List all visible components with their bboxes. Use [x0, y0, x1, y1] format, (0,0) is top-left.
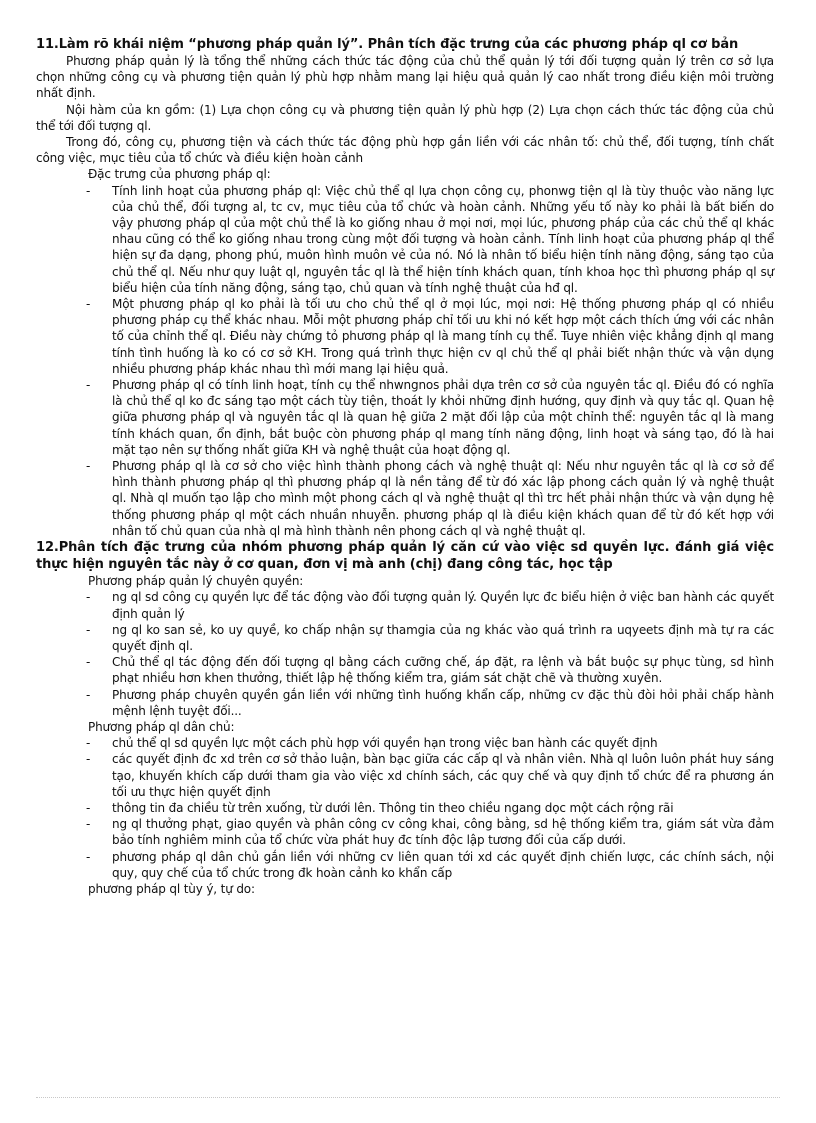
definition-paragraph: Phương pháp quản lý là tổng thể những cách thức tác động của chủ thể quản lý tới đối tượng quản lý trên cơ sở lựa chọn những công cụ và phương tiện quản lý phù hợp nhằm mang lại hiệu quả quản lý cao nhất trong điều kiện môi trường nhất định. — [36, 54, 774, 101]
features-list — [36, 183, 774, 539]
list-item: - Tính linh hoạt của phương pháp ql: Việc chủ thể ql lựa chọn công cụ, phonwg tiện ql là tùy thuộc vào năng lực của chủ thể, đối tượng al, tc cv, mục tiêu của tổ chức và hoàn cảnh. Những yếu tố này ko phải là bất biến do vậy phương pháp ql của một chủ thể là ko giống nhau ở mọi nơi, mọi lúc, phương pháp của các chủ thể ql khác nhau cũng có thể ko giống nhau trong cùng một đối tượng và hoàn cảnh. Tính linh hoạt của phương pháp ql thể hiện sự đa dạng, phong phú, muôn hình muôn vẻ của nó. Nó là nhân tố biểu hiện tính năng động, sáng tạo của chủ thể ql. Nếu như quy luật ql, nguyên tắc ql là thể hiện tính khách quan, tính khoa học thì phương pháp ql sự biểu hiện của tính năng động, sáng tạo, chủ quan và tính nghệ thuật của hđ ql. — [86, 183, 774, 295]
dash-bullet: - — [86, 817, 91, 832]
democratic-list — [36, 735, 774, 881]
document-body — [36, 36, 774, 897]
dash-bullet: - — [86, 687, 91, 702]
list-item: - ng ql sd công cụ quyền lực để tác động vào đối tượng quản lý. Quyền lực đc biểu hiện ở việc ban hành các quyết định quản lý — [86, 590, 774, 621]
list-item: - Phương pháp chuyên quyền gắn liền với những tình huống khẩn cấp, những cv đặc thù đòi hỏi phải chấp hành mệnh lệnh tuyệt đối... — [86, 687, 774, 718]
dash-bullet: - — [86, 459, 91, 474]
dash-bullet: - — [86, 736, 91, 751]
dash-bullet: - — [86, 849, 91, 864]
list-item: - thông tin đa chiều từ trên xuống, từ dưới lên. Thông tin theo chiều ngang dọc một cách rộng rãi — [86, 800, 674, 815]
dash-bullet: - — [86, 183, 91, 198]
section-12-heading: 12.Phân tích đặc trưng của nhóm phương pháp quản lý căn cứ vào việc sd quyền lực. đánh giá việc thực hiện nguyên tắc này ở cơ quan, đơn vị mà anh (chị) đang công tác, học tập — [36, 540, 774, 573]
list-item: - phương pháp ql dân chủ gắn liền với những cv liên quan tới xd các quyết định chiến lược, các chính sách, nội quy, quy chế của tổ chức trong đk hoàn cảnh ko khẩn cấp — [86, 849, 774, 880]
dash-bullet: - — [86, 655, 91, 670]
list-item: - Phương pháp ql có tính linh hoạt, tính cụ thể nhwngnos phải dựa trên cơ sở của nguyên tắc ql. Điều đó có nghĩa là chủ thể ql ko đc sáng tạo một cách tùy tiện, thoát ly khỏi những định hướng, quy định và quy tắc ql. Quan hệ giữa phương pháp ql và nguyên tắc ql là quan hệ giữa 2 mặt đối lập của một chỉnh thể: nguyên tắc ql là mang tính khách quan, ổn định, bắt buộc còn phương pháp ql mang tính năng động, linh hoạt và sáng tạo, đó là hai mặt tạo nên sự thống nhất giữa KH và nghệ thuật của hoạt động ql. — [86, 378, 774, 457]
autocratic-label: Phương pháp quản lý chuyên quyền: — [88, 574, 304, 589]
dash-bullet: - — [86, 590, 91, 605]
section-11-heading: 11.Làm rõ khái niệm “phương pháp quản lý”. Phân tích đặc trưng của các phương pháp ql cơ bản — [36, 37, 739, 52]
autocratic-list — [36, 589, 774, 719]
page-bottom-divider — [36, 1097, 780, 1098]
list-item: - các quyết định đc xd trên cơ sở thảo luận, bàn bạc giữa các cấp ql và nhân viên. Nhà ql luôn luôn phát huy sáng tạo, khuyến khích cấp dưới tham gia vào việc xd chính sách, các quy chế và quy định tổ chức để ra phương án tối ưu thực hiện quyết định — [86, 752, 774, 799]
list-item: - chủ thể ql sd quyền lực một cách phù hợp với quyền hạn trong việc ban hành các quyết định — [86, 736, 658, 751]
factors-paragraph: Trong đó, công cụ, phương tiện và cách thức tác động phù hợp gắn liền với các nhân tố: chủ thể, đối tượng, tính chất công việc, mục tiêu của tổ chức và điều kiện hoàn cảnh — [36, 135, 774, 166]
features-label: Đặc trưng của phương pháp ql: — [88, 167, 271, 182]
dash-bullet: - — [86, 378, 91, 393]
dash-bullet: - — [86, 752, 91, 767]
dash-bullet: - — [86, 800, 91, 815]
list-item: - ng ql thưởng phạt, giao quyền và phân công cv công khai, công bằng, sd hệ thống kiểm tra, giám sát vừa đảm bảo tính nghiêm minh của tổ chức vừa phát huy đc tính độc lập tương đối của cấp dưới. — [86, 817, 774, 848]
connotation-paragraph: Nội hàm của kn gồm: (1) Lựa chọn công cụ và phương tiện quản lý phù hợp (2) Lựa chọn cách thức tác động của chủ thể tới đối tượng ql. — [36, 102, 774, 133]
democratic-label: Phương pháp ql dân chủ: — [88, 719, 235, 734]
dash-bullet: - — [86, 622, 91, 637]
list-item: - Phương pháp ql là cơ sở cho việc hình thành phong cách và nghệ thuật ql: Nếu như nguyên tắc ql là cơ sở để hình thành phương pháp ql thì phương pháp ql là nền tảng để từ đó xác lập phong cách quản lý và nghệ thuật ql. Nhà ql muốn tạo lập cho mình một phong cách ql và nghệ thuật ql thì trc hết phải nhận thức và vận dụng hệ thống phương pháp ql một cách nhuần nhuyễn. phương pháp ql là điều kiện khách quan để từ đó kết hợp với nhân tố chủ quan của nhà ql mà hình thành nên phong cách ql và nghệ thuật ql. — [86, 459, 774, 538]
list-item: - Một phương pháp ql ko phải là tối ưu cho chủ thể ql ở mọi lúc, mọi nơi: Hệ thống phương pháp ql có nhiều phương pháp cụ thể khác nhau. Mỗi một phương pháp chỉ tối ưu khi nó kết hợp một cách thích ứng với các nhân tố của chỉnh thể ql. Điều này chứng tỏ phương pháp ql là mang tính cụ thể. Tuye nhiên việc khẳng định ql mang tính tình huống là ko có cơ sở KH. Trong quá trình thực hiện cv ql chủ thể ql phải biết nhận thức và vận dụng nhiều phương pháp khác nhau thì mới mang lại hiệu quả. — [86, 297, 774, 376]
laissez-faire-label: phương pháp ql tùy ý, tự do: — [88, 881, 255, 896]
dash-bullet: - — [86, 297, 91, 312]
list-item: - Chủ thể ql tác động đến đối tượng ql bằng cách cưỡng chế, áp đặt, ra lệnh và bắt buộc sự phục tùng, sd hình phạt nhiều hơn khen thưởng, thiết lập hệ thống kiểm tra, giám sát chặt chẽ và thường xuyên. — [86, 655, 774, 686]
list-item: - ng ql ko san sẻ, ko uy quyề, ko chấp nhận sự thamgia của ng khác vào quá trình ra uqyeets định mà tự ra các quyết định ql. — [86, 622, 774, 653]
